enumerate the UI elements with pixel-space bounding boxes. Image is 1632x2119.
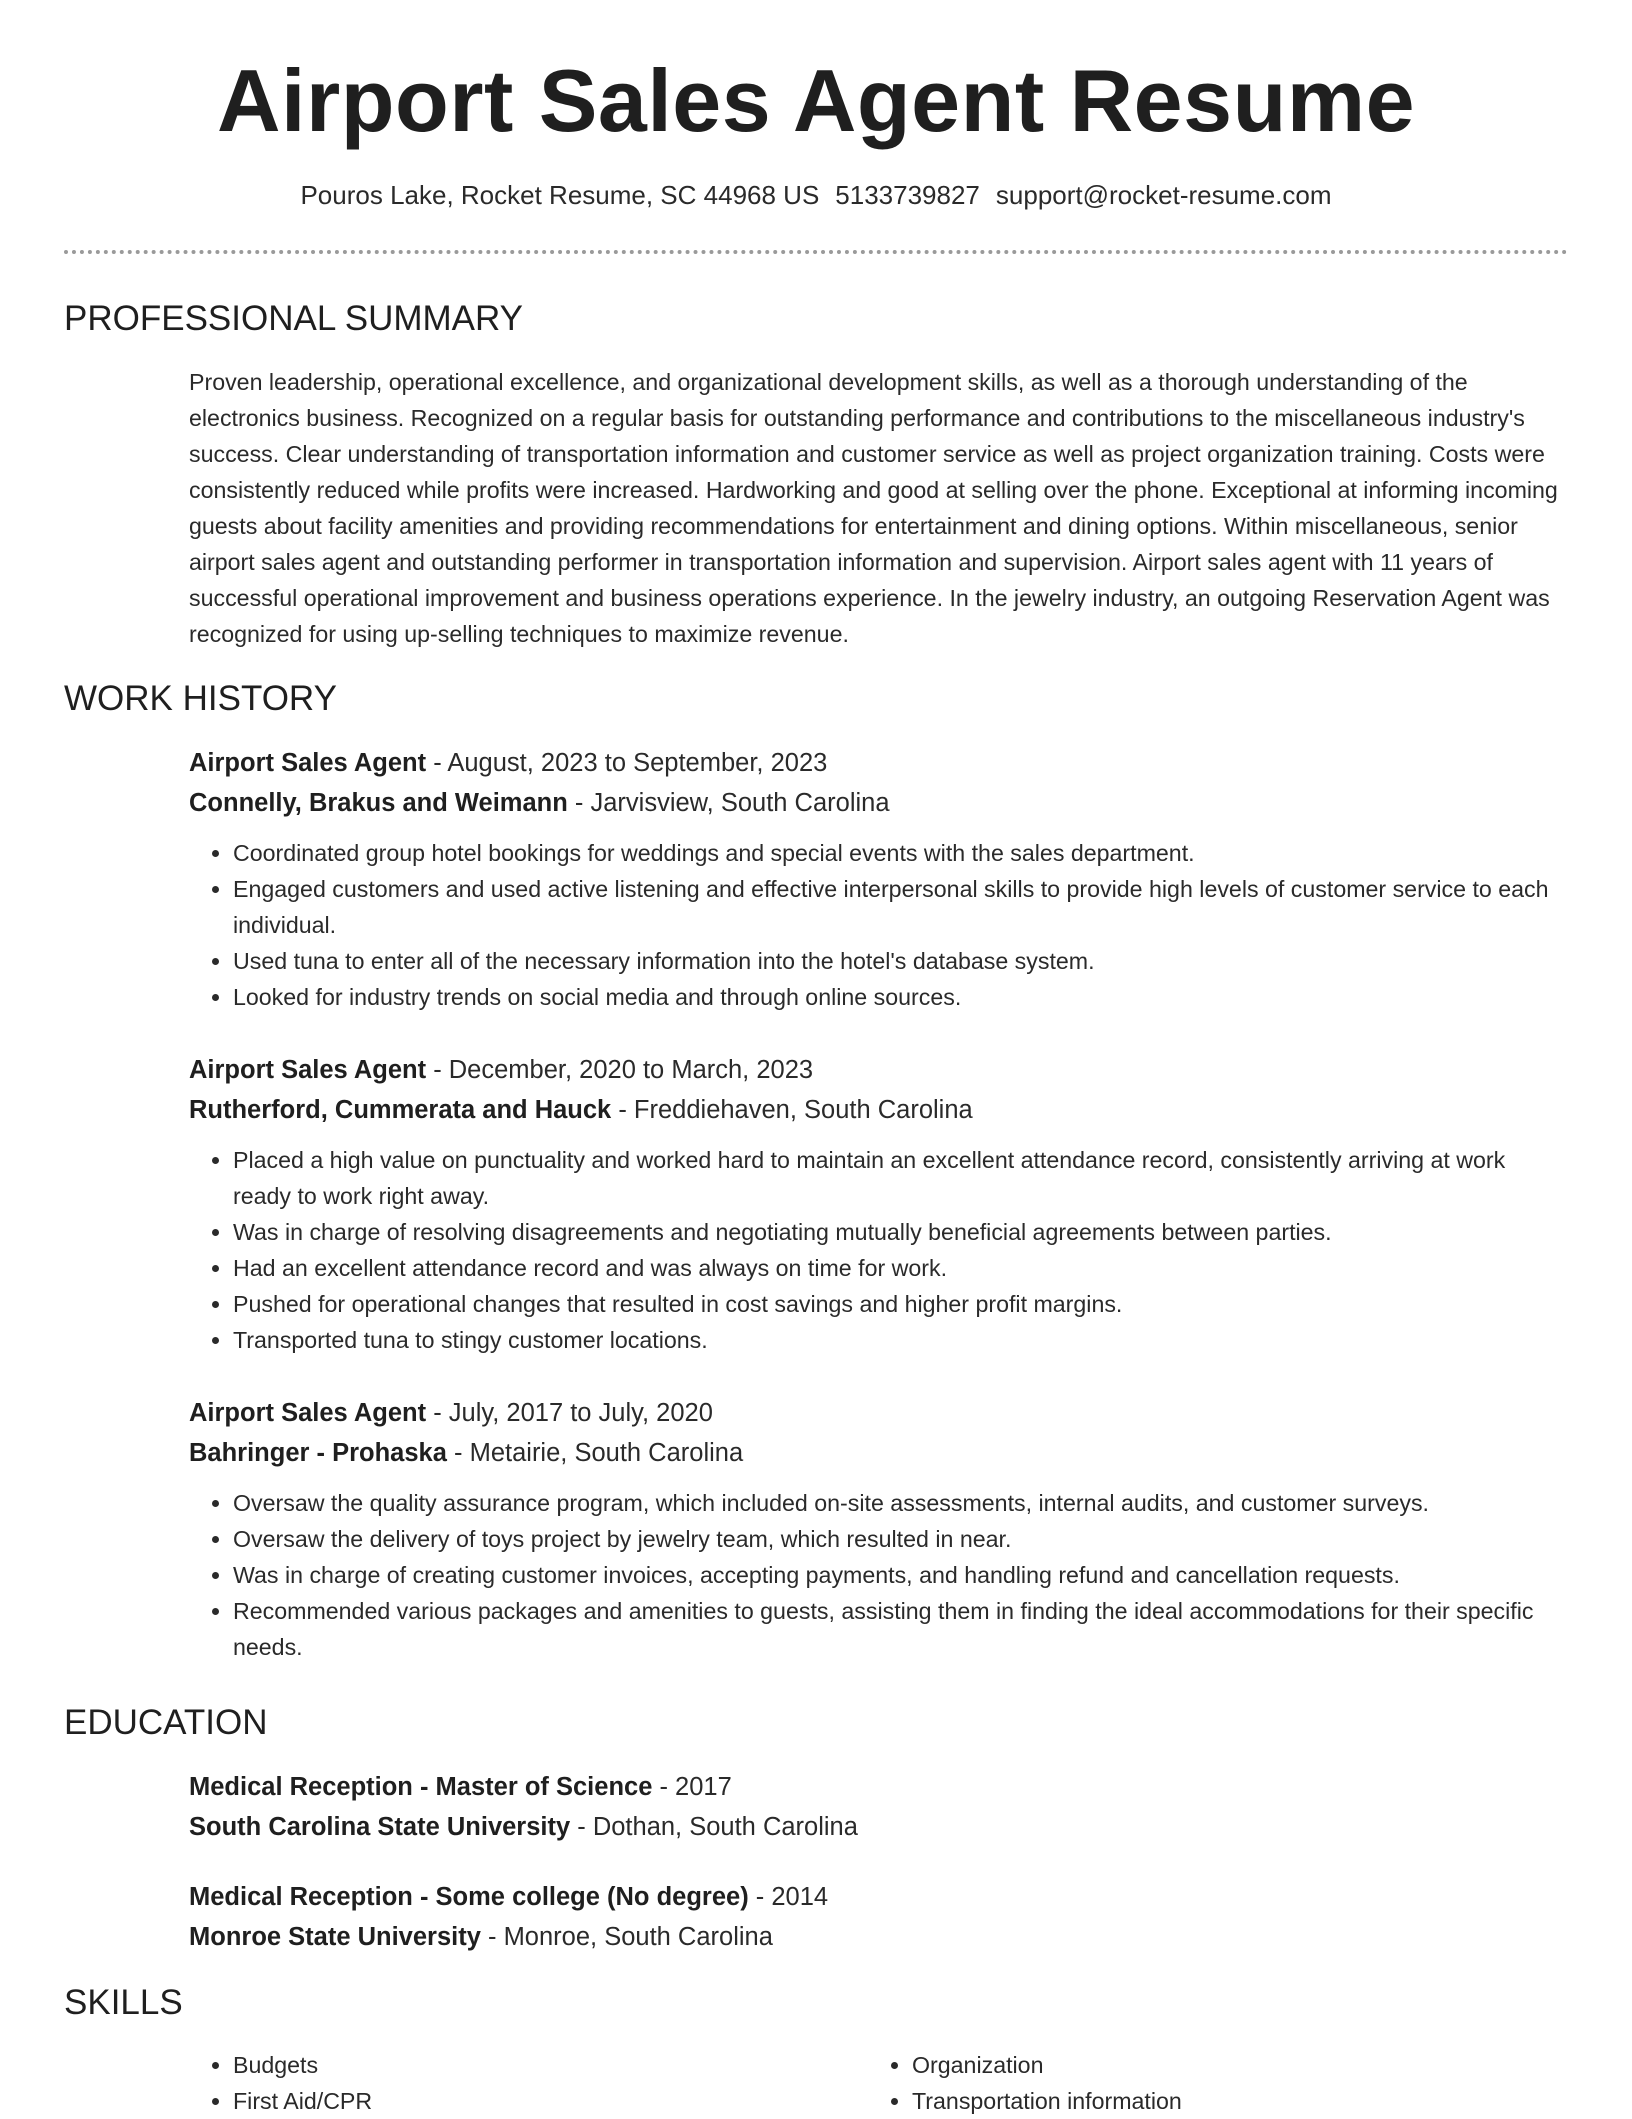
list-item: • Oversaw the quality assurance program, which included on-site assessments, internal audits, and customer surveys. (233, 1485, 1569, 1521)
list-item: • Recommended various packages and amenities to guests, assisting them in finding the ideal accommodations for their specific needs. (233, 1593, 1569, 1665)
education-year: - 2014 (748, 1883, 829, 1911)
header-divider (64, 250, 1568, 254)
job-bullets (189, 1485, 1569, 1665)
education-degree: Medical Reception - Master of Science (189, 1773, 653, 1801)
job-location: - Jarvisview, South Carolina (567, 789, 890, 817)
list-item: • Was in charge of resolving disagreements and negotiating mutually beneficial agreements between parties. (233, 1214, 1569, 1250)
job-heading (189, 1393, 1569, 1433)
skills-list-left (189, 2047, 853, 2119)
summary-text: Proven leadership, operational excellence, and organizational development skills, as well as a thorough understanding of the electronics business. Recognized on a regular basis for outstanding performance and contributions to the miscellaneous industry's success. Clear understanding of transportation information and customer service as well as project organization training. Costs were consistently reduced while profits were increased. Hardworking and good at selling over the phone. Exceptional at informing incoming guests about facility amenities and providing recommendations for entertainment and dining options. Within miscellaneous, senior airport sales agent and outstanding performer in transportation information and supervision. Airport sales agent with 11 years of successful operational improvement and business operations experience. In the jewelry industry, an outgoing Reservation Agent was recognized for using up-selling techniques to maximize revenue. (189, 369, 1558, 647)
job-company: Rutherford, Cummerata and Hauck (189, 1096, 612, 1124)
skills-list-right (868, 2047, 1532, 2119)
section-title-summary: PROFESSIONAL SUMMARY (64, 299, 523, 338)
list-item: • Budgets (233, 2047, 853, 2083)
job-location: - Freddiehaven, South Carolina (611, 1096, 973, 1124)
section-title-work: WORK HISTORY (64, 679, 337, 718)
education-school-line (189, 1807, 1569, 1847)
job-bullets (189, 835, 1569, 1015)
contact-email: support@rocket-resume.com (995, 180, 1332, 210)
job-dates: - July, 2017 to July, 2020 (426, 1399, 713, 1427)
list-item: • Used tuna to enter all of the necessary information into the hotel's database system. (233, 943, 1569, 979)
list-item: • Placed a high value on punctuality and worked hard to maintain an excellent attendance record, consistently arriving at work ready to work right away. (233, 1142, 1569, 1214)
resume-title: Airport Sales Agent Resume (216, 51, 1416, 150)
job-role: Airport Sales Agent (189, 1056, 427, 1084)
education-heading (189, 1877, 1569, 1917)
job-dates: - December, 2020 to March, 2023 (426, 1056, 814, 1084)
education-heading (189, 1767, 1569, 1807)
education-year: - 2017 (652, 1773, 732, 1801)
job-heading (189, 743, 1569, 783)
job-company: Bahringer - Prohaska (189, 1439, 447, 1467)
job-employer (189, 783, 1569, 823)
job-employer (189, 1433, 1569, 1473)
job-role: Airport Sales Agent (189, 1399, 427, 1427)
section-title-education: EDUCATION (64, 1703, 268, 1742)
work-entry (189, 743, 1569, 1015)
education-location: - Dothan, South Carolina (570, 1813, 858, 1841)
list-item: • First Aid/CPR (233, 2083, 853, 2119)
work-entry (189, 1393, 1569, 1665)
education-school-line (189, 1917, 1569, 1957)
education-school: Monroe State University (189, 1923, 481, 1951)
list-item: • Transportation information (912, 2083, 1532, 2119)
job-heading (189, 1050, 1569, 1090)
contact-address: Pouros Lake, Rocket Resume, SC 44968 US (300, 180, 820, 210)
list-item: • Was in charge of creating customer invoices, accepting payments, and handling refund and cancellation requests. (233, 1557, 1569, 1593)
list-item: • Had an excellent attendance record and was always on time for work. (233, 1250, 1569, 1286)
list-item: • Transported tuna to stingy customer locations. (233, 1322, 1569, 1358)
job-dates: - August, 2023 to September, 2023 (426, 749, 828, 777)
contact-phone: 5133739827 (835, 180, 980, 210)
list-item: • Organization (912, 2047, 1532, 2083)
education-entry (189, 1767, 1569, 1847)
list-item: • Coordinated group hotel bookings for weddings and special events with the sales department. (233, 835, 1569, 871)
education-entry (189, 1877, 1569, 1957)
job-bullets (189, 1142, 1569, 1358)
list-item: • Pushed for operational changes that resulted in cost savings and higher profit margins. (233, 1286, 1569, 1322)
list-item: • Oversaw the delivery of toys project by jewelry team, which resulted in near. (233, 1521, 1569, 1557)
list-item: • Looked for industry trends on social media and through online sources. (233, 979, 1569, 1015)
job-company: Connelly, Brakus and Weimann (189, 789, 568, 817)
job-role: Airport Sales Agent (189, 749, 427, 777)
job-employer (189, 1090, 1569, 1130)
contact-line (0, 180, 1632, 211)
education-school: South Carolina State University (189, 1813, 571, 1841)
education-location: - Monroe, South Carolina (480, 1923, 773, 1951)
section-title-skills: SKILLS (64, 1983, 183, 2022)
job-location: - Metairie, South Carolina (446, 1439, 744, 1467)
education-degree: Medical Reception - Some college (No degree) (189, 1883, 749, 1911)
list-item: • Engaged customers and used active listening and effective interpersonal skills to provide high levels of customer service to each individual. (233, 871, 1569, 943)
work-entry (189, 1050, 1569, 1358)
